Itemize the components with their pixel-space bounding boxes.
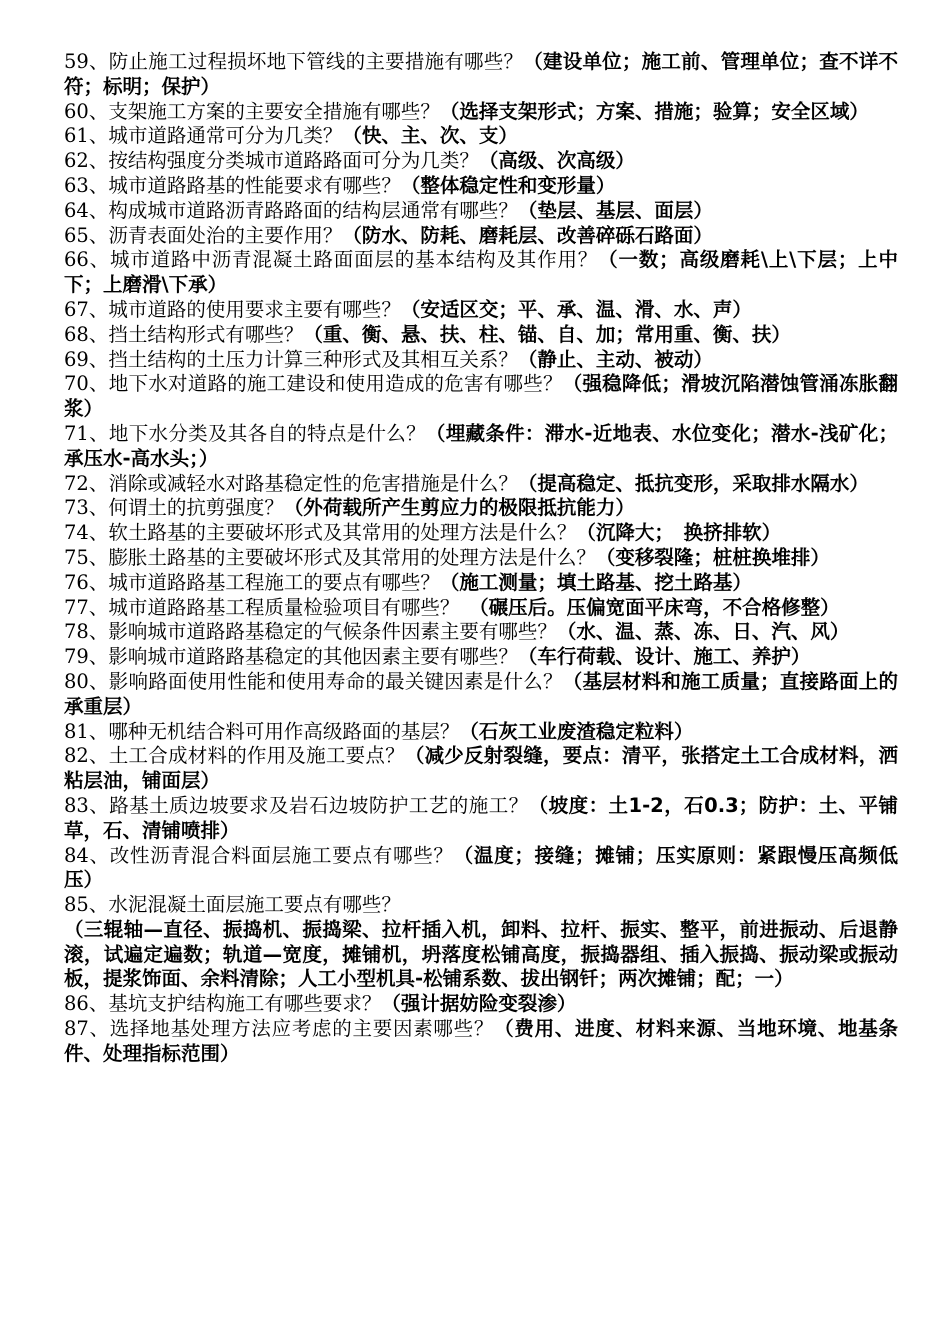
question-text: 64、构成城市道路沥青路路面的结构层通常有哪些？ (64, 198, 518, 222)
qa-item (64, 248, 898, 298)
answer-text: （整体稳定性和变形量） (400, 173, 616, 197)
answer-text: （费用、进度、材料来源、当地环境、地基条件、处理指标范围） (64, 1017, 898, 1065)
question-text: 86、基坑支护结构施工有哪些要求？ (64, 992, 382, 1016)
answer-text: （沉降大； 换挤排软） (576, 521, 782, 545)
qa-item (64, 620, 898, 645)
question-text: 75、膨胀土路基的主要破坏形式及其常用的处理方法是什么？ (64, 545, 596, 569)
qa-item (64, 100, 898, 125)
question-text: 71、地下水分类及其各自的特点是什么？ (64, 421, 426, 445)
answer-text: （一数；高级磨耗\上\下层；上中下；上磨滑\下承） (64, 248, 898, 297)
qa-item (64, 992, 898, 1017)
answer-text: （重、衡、悬、扶、柱、锚、自、加；常用重、衡、扶） (303, 322, 791, 346)
answer-text: （变移裂隆；桩桩换堆排） (595, 545, 830, 569)
qa-item (64, 372, 898, 422)
qa-item (64, 124, 898, 149)
answer-text: （埋藏条件：滞水-近地表、水位变化；潜水-浅矿化；承压水-高水头；） (64, 421, 898, 470)
answer-text: （施工测量；填土路基、挖土路基） (439, 570, 752, 594)
qa-item (64, 496, 898, 521)
document-page (64, 50, 898, 1067)
answer-text: （垫层、基层、面层） (517, 198, 713, 222)
qa-item (64, 571, 898, 596)
answer-text: （强稳降低；滑坡沉陷潜蚀管涌冻胀翻浆） (64, 372, 898, 421)
qa-item (64, 422, 898, 472)
qa-item (64, 50, 898, 100)
qa-item (64, 224, 898, 249)
answer-text: （外荷载所产生剪应力的极限抵抗能力） (283, 496, 635, 520)
qa-item (64, 844, 898, 894)
question-text: 73、何谓土的抗剪强度？ (64, 496, 284, 520)
question-text: 62、按结构强度分类城市道路路面可分为几类？ (64, 149, 479, 173)
answer-text: （高级、次高级） (478, 149, 635, 173)
qa-item (64, 323, 898, 348)
question-text: 74、软土路基的主要破坏形式及其常用的处理方法是什么？ (64, 521, 577, 545)
qa-item (64, 149, 898, 174)
question-text: 78、影响城市道路路基稳定的气候条件因素主要有哪些？ (64, 620, 557, 644)
answer-text: （三辊轴—直径、振捣机、振捣梁、拉杆插入机，卸料、拉杆、振实、整平，前进振动、后退静滚，试遍定遍数；轨道—宽度，摊铺机，坍落度松铺高度，振捣器组、插入振捣、振动梁或振动板，提浆饰面、余料清除；人工小型机具-松铺系数、拔出钢钎；两次摊铺；配；一） (64, 917, 898, 991)
answer-text: （碾压后。压偏宽面平床弯，不合格修整） (478, 595, 840, 619)
question-text: 80、影响路面使用性能和使用寿命的最关键因素是什么？ (64, 669, 563, 693)
question-text: 72、消除或减轻水对路基稳定性的危害措施是什么？ (64, 471, 518, 495)
question-text: 63、城市道路路基的性能要求有哪些？ (64, 173, 401, 197)
answer-text: （温度；接缝；摊铺；压实原则：紧跟慢压高频低压） (64, 843, 898, 892)
question-text: 81、哪种无机结合料可用作高级路面的基层？ (64, 719, 460, 743)
question-text: 84、改性沥青混合料面层施工要点有哪些？ (64, 843, 454, 867)
answer-text: （坡度：土1-2，石0.3；防护：土、平铺草，石、清铺喷排） (64, 793, 898, 842)
question-text: 65、沥青表面处治的主要作用？ (64, 223, 343, 247)
qa-item (64, 348, 898, 373)
qa-item (64, 720, 898, 745)
qa-item (64, 596, 898, 621)
answer-text: （石灰工业废渣稳定粒料） (459, 719, 694, 743)
question-text: 79、影响城市道路路基稳定的其他因素主要有哪些？ (64, 645, 518, 669)
answer-text: （提高稳定、抵抗变形，采取排水隔水） (517, 471, 869, 495)
qa-item (64, 199, 898, 224)
answer-text: （静止、主动、被动） (517, 347, 713, 371)
question-text: 77、城市道路路基工程质量检验项目有哪些？ (64, 595, 479, 619)
question-text: 83、路基土质边坡要求及岩石边坡防护工艺的施工？ (64, 793, 529, 817)
answer-text: （建设单位；施工前、管理单位；查不详不符；标明；保护） (64, 50, 898, 98)
answer-text: （车行荷载、设计、施工、养护） (517, 645, 811, 669)
question-text: 87、选择地基处理方法应考虑的主要因素哪些？ (64, 1017, 495, 1041)
question-text: 68、挡土结构形式有哪些？ (64, 322, 304, 346)
question-text: 67、城市道路的使用要求主要有哪些？ (64, 297, 401, 321)
qa-item (64, 645, 898, 670)
question-text: 85、水泥混凝土面层施工要点有哪些？ (64, 893, 401, 917)
answer-text: （强计据妨险变裂渗） (381, 992, 577, 1016)
answer-text: （基层材料和施工质量；直接路面上的承重层） (64, 669, 898, 718)
question-text: 61、城市道路通常可分为几类？ (64, 124, 343, 148)
qa-item (64, 174, 898, 199)
answer-text: （水、温、蒸、冻、日、汽、风） (556, 620, 850, 644)
question-text: 60、支架施工方案的主要安全措施有哪些？ (64, 99, 440, 123)
qa-item (64, 546, 898, 571)
answer-text: （防水、防耗、磨耗层、改善碎砾石路面） (342, 223, 713, 247)
qa-item (64, 893, 898, 992)
qa-item (64, 521, 898, 546)
qa-item (64, 472, 898, 497)
answer-text: （选择支架形式；方案、措施；验算；安全区域） (439, 99, 869, 123)
question-text: 66、城市道路中沥青混凝土路面面层的基本结构及其作用？ (64, 248, 599, 272)
qa-item (64, 670, 898, 720)
answer-text: （快、主、次、支） (342, 124, 518, 148)
question-text: 70、地下水对道路的施工建设和使用造成的危害有哪些？ (64, 372, 563, 396)
question-text: 76、城市道路路基工程施工的要点有哪些？ (64, 570, 440, 594)
qa-item (64, 298, 898, 323)
question-text: 69、挡土结构的土压力计算三种形式及其相互关系？ (64, 347, 518, 371)
qa-item (64, 794, 898, 844)
qa-item (64, 744, 898, 794)
question-text: 59、防止施工过程损坏地下管线的主要措施有哪些？ (64, 50, 524, 73)
qa-item (64, 1017, 898, 1067)
answer-text: （减少反射裂缝，要点：清平，张搭定土工合成材料，洒粘层油，铺面层） (64, 744, 898, 793)
question-text: 82、土工合成材料的作用及施工要点？ (64, 744, 405, 768)
answer-text: （安适区交；平、承、温、滑、水、声） (400, 297, 752, 321)
